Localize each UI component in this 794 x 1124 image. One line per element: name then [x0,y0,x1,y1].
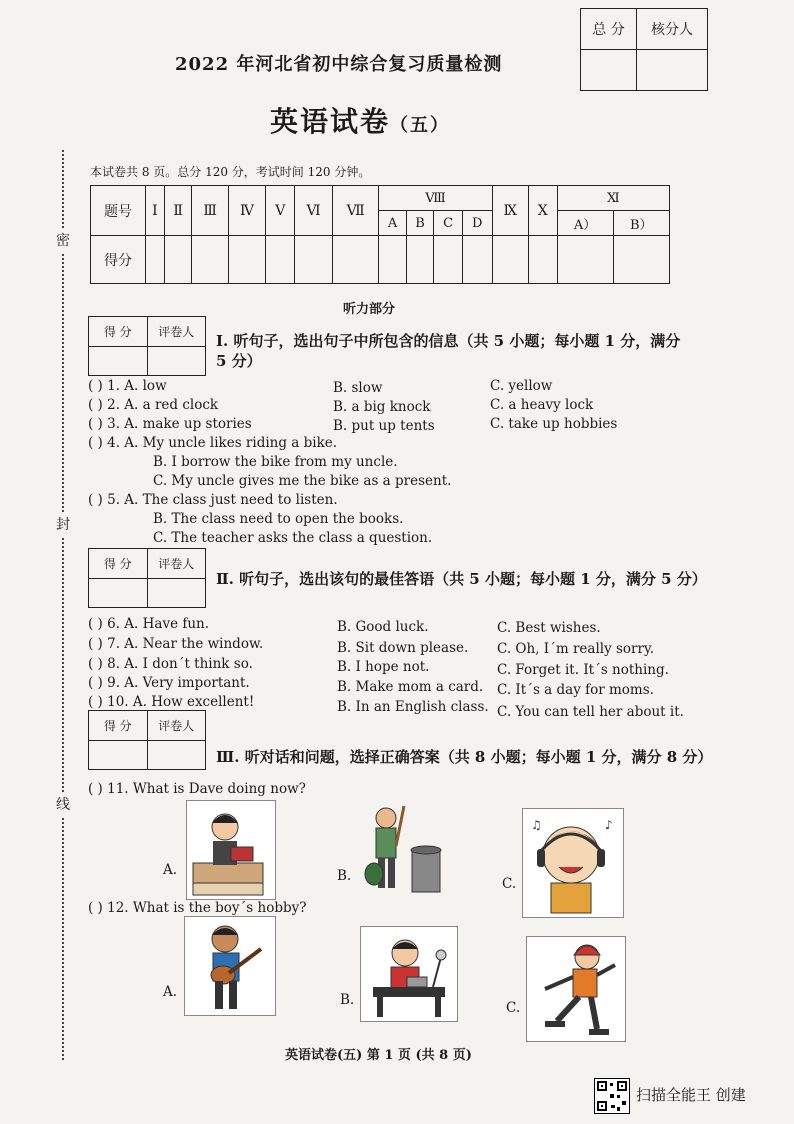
page-footer: 英语试卷(五) 第 1 页 (共 8 页) [285,1048,472,1063]
col-9: Ⅸ [492,186,528,236]
grader-reviewer-cell[interactable] [147,346,206,376]
binding-char-feng: 封 [56,512,70,536]
col-7: Ⅶ [332,186,378,236]
score-cell[interactable] [192,236,228,284]
section-1-title: Ⅰ. 听句子，选出句子中所包含的信息（共 5 小题；每小题 1 分，满分 [216,332,681,350]
score-cell[interactable] [146,236,165,284]
q6-c: C. Best wishes. [497,620,601,636]
checker-cell[interactable] [636,50,707,91]
q12-stem: ( ) 12. What is the boy´s hobby? [88,900,307,916]
listening-heading: 听力部分 [343,302,396,317]
q4-c: C. My uncle gives me the bike as a present. [153,473,452,489]
score-cell[interactable] [528,236,557,284]
score-cell[interactable] [462,236,492,284]
q3-a: ( ) 3. A. make up stories [88,416,252,432]
grader-score-cell[interactable] [89,740,148,770]
q8-c: C. Forget it. It´s nothing. [497,662,669,678]
score-cell[interactable] [164,236,192,284]
exam-title: 2022 年河北省初中综合复习质量检测 [175,54,503,75]
q1-b: B. slow [333,380,383,396]
q7-b: B. Sit down please. [337,640,469,656]
total-score-box [580,8,708,91]
section-2-title: Ⅱ. 听句子，选出该句的最佳答语（共 5 小题；每小题 1 分，满分 5 分） [216,570,707,588]
qr-code-icon [594,1078,630,1114]
q11-opt-b-label: B. [337,868,352,884]
score-row-label: 得分 [91,236,146,284]
row-label: 题号 [91,186,146,236]
q10-a: ( ) 10. A. How excellent! [88,694,255,710]
grader-reviewer-cell[interactable] [147,740,206,770]
grader-box-3 [88,710,206,770]
q6-b: B. Good luck. [337,619,429,635]
exam-subtitle [270,100,450,140]
col-8a: A [379,211,406,236]
grader-reviewer-label: 评卷人 [147,711,206,741]
total-score-cell[interactable] [581,50,637,91]
checker-label: 核分人 [636,9,707,50]
q12-opt-a-label: A. [163,984,178,1000]
score-cell[interactable] [266,236,295,284]
q3-c: C. take up hobbies [490,416,618,432]
q9-b: B. Make mom a card. [337,679,484,695]
score-cell[interactable] [492,236,528,284]
q1-a: ( ) 1. A. low [88,378,167,394]
q11-pic-a-reading-boy [186,800,276,900]
svg-text:♫: ♫ [531,818,542,832]
grader-score-cell[interactable] [89,578,148,608]
q7-c: C. Oh, I´m really sorry. [497,641,655,657]
col-1: Ⅰ [146,186,165,236]
q9-a: ( ) 9. A. Very important. [88,675,250,691]
score-cell[interactable] [332,236,378,284]
q11-pic-c-music-girl [522,808,624,918]
col-2: Ⅱ [164,186,192,236]
q2-c: C. a heavy lock [490,397,594,413]
q7-a: ( ) 7. A. Near the window. [88,636,264,652]
q9-c: C. It´s a day for moms. [497,682,654,698]
score-cell[interactable] [406,236,434,284]
q12-opt-c-label: C. [506,1000,521,1016]
q4-a: ( ) 4. A. My uncle likes riding a bike. [88,435,338,451]
grader-reviewer-label: 评卷人 [147,549,206,579]
grader-score-label: 得 分 [89,711,148,741]
q11-stem: ( ) 11. What is Dave doing now? [88,781,306,797]
q12-pic-b-desk-boy [360,926,458,1022]
grader-score-cell[interactable] [89,346,148,376]
q1-c: C. yellow [490,378,553,394]
scanner-watermark: 扫描全能王 创建 [636,1086,746,1104]
score-cell[interactable] [434,236,463,284]
q10-c: C. You can tell her about it. [497,704,684,720]
section-1-title-2: 5 分） [216,352,262,370]
q2-b: B. a big knock [333,399,431,415]
q5-c: C. The teacher asks the class a question. [153,530,433,546]
q11-opt-c-label: C. [502,876,517,892]
score-cell[interactable] [379,236,406,284]
q12-pic-c-skating-boy [526,936,626,1042]
col-8b: B [406,211,434,236]
grader-reviewer-cell[interactable] [147,578,206,608]
subtitle-text: 英语试卷 [270,105,391,138]
q5-b: B. The class need to open the books. [153,511,404,527]
score-cell[interactable] [557,236,613,284]
q8-b: B. I hope not. [337,659,430,675]
q8-a: ( ) 8. A. I don´t think so. [88,656,253,672]
q12-pic-a-guitar-boy [184,916,276,1016]
grader-box-2 [88,548,206,608]
col-10: Ⅹ [528,186,557,236]
q11-opt-a-label: A. [163,862,178,878]
col-11a: A） [557,211,613,236]
score-cell[interactable] [613,236,669,284]
grader-score-label: 得 分 [89,317,148,347]
grader-box-1 [88,316,206,376]
q12-opt-b-label: B. [340,992,355,1008]
col-6: Ⅵ [295,186,333,236]
col-8d: D [462,211,492,236]
col-8c: C [434,211,463,236]
q3-b: B. put up tents [333,418,435,434]
score-table [90,185,670,284]
grader-score-label: 得 分 [89,549,148,579]
col-4: Ⅳ [228,186,265,236]
svg-text:♪: ♪ [605,818,613,832]
section-3-title: Ⅲ. 听对话和问题，选择正确答案（共 8 小题；每小题 1 分，满分 8 分） [216,748,713,766]
grader-reviewer-label: 评卷人 [147,317,206,347]
q4-b: B. I borrow the bike from my uncle. [153,454,398,470]
col-3: Ⅲ [192,186,228,236]
col-11: Ⅺ [557,186,669,211]
col-11b: B） [613,211,669,236]
q5-a: ( ) 5. A. The class just need to listen. [88,492,338,508]
q10-b: B. In an English class. [337,699,489,715]
col-5: Ⅴ [266,186,295,236]
score-cell[interactable] [295,236,333,284]
binding-line [62,150,64,1060]
exam-note: 本试卷共 8 页。总分 120 分，考试时间 120 分钟。 [90,165,371,179]
binding-char-xian: 线 [56,792,70,816]
binding-char-mi: 密 [56,228,70,252]
q2-a: ( ) 2. A. a red clock [88,397,219,413]
q11-pic-b-cleaning-boy [360,802,448,898]
subtitle-number: （五） [390,115,451,136]
col-8: Ⅷ [379,186,492,211]
q6-a: ( ) 6. A. Have fun. [88,616,210,632]
score-cell[interactable] [228,236,265,284]
total-score-label: 总 分 [581,9,637,50]
